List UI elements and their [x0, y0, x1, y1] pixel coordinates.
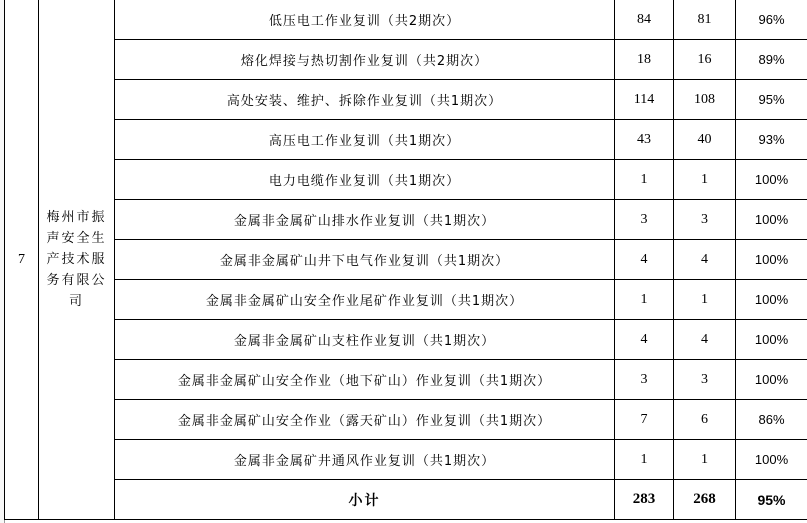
- subtotal-participants-cell[interactable]: 283: [615, 480, 674, 520]
- pass-rate-cell[interactable]: 100%: [736, 240, 807, 280]
- pass-rate-cell[interactable]: 100%: [736, 200, 807, 240]
- row-index-cell[interactable]: 7: [5, 0, 39, 520]
- course-cell[interactable]: 低压电工作业复训（共2期次）: [115, 0, 615, 40]
- passed-cell[interactable]: 81: [674, 0, 736, 40]
- passed-cell[interactable]: 4: [674, 240, 736, 280]
- course-cell[interactable]: 金属非金属矿山安全作业（露天矿山）作业复训（共1期次）: [115, 400, 615, 440]
- pass-rate-cell[interactable]: 100%: [736, 440, 807, 480]
- pass-rate-cell[interactable]: 96%: [736, 0, 807, 40]
- course-cell[interactable]: 熔化焊接与热切割作业复训（共2期次）: [115, 40, 615, 80]
- participants-cell[interactable]: 1: [615, 160, 674, 200]
- table-row: [5, 160, 807, 200]
- participants-cell[interactable]: 84: [615, 0, 674, 40]
- passed-cell[interactable]: 1: [674, 160, 736, 200]
- table-row: [5, 400, 807, 440]
- participants-cell[interactable]: 4: [615, 240, 674, 280]
- subtotal-label-cell[interactable]: 小计: [115, 480, 615, 520]
- pass-rate-cell[interactable]: 100%: [736, 160, 807, 200]
- subtotal-rate-cell[interactable]: 95%: [736, 480, 807, 520]
- subtotal-row: [5, 480, 807, 520]
- participants-cell[interactable]: 4: [615, 320, 674, 360]
- participants-cell[interactable]: 43: [615, 120, 674, 160]
- table-row: [5, 360, 807, 400]
- passed-cell[interactable]: 16: [674, 40, 736, 80]
- table-row: [5, 120, 807, 160]
- table-row: [5, 440, 807, 480]
- passed-cell[interactable]: 1: [674, 440, 736, 480]
- passed-cell[interactable]: 4: [674, 320, 736, 360]
- table-body: [5, 0, 807, 520]
- course-cell[interactable]: 高处安装、维护、拆除作业复训（共1期次）: [115, 80, 615, 120]
- table-row: [5, 80, 807, 120]
- passed-cell[interactable]: 3: [674, 200, 736, 240]
- course-cell[interactable]: 金属非金属矿山排水作业复训（共1期次）: [115, 200, 615, 240]
- table-row: [5, 240, 807, 280]
- table-row: [5, 320, 807, 360]
- course-cell[interactable]: 金属非金属矿山安全作业尾矿作业复训（共1期次）: [115, 280, 615, 320]
- pass-rate-cell[interactable]: 100%: [736, 280, 807, 320]
- course-cell[interactable]: 金属非金属矿井通风作业复训（共1期次）: [115, 440, 615, 480]
- table-row: [5, 40, 807, 80]
- table-row: [5, 0, 807, 40]
- pass-rate-cell[interactable]: 100%: [736, 320, 807, 360]
- pass-rate-cell[interactable]: 89%: [736, 40, 807, 80]
- passed-cell[interactable]: 40: [674, 120, 736, 160]
- participants-cell[interactable]: 7: [615, 400, 674, 440]
- course-cell[interactable]: 金属非金属矿山安全作业（地下矿山）作业复训（共1期次）: [115, 360, 615, 400]
- participants-cell[interactable]: 18: [615, 40, 674, 80]
- course-cell[interactable]: 高压电工作业复训（共1期次）: [115, 120, 615, 160]
- course-cell[interactable]: 金属非金属矿山井下电气作业复训（共1期次）: [115, 240, 615, 280]
- organization-cell[interactable]: 梅州市振声安全生产技术服务有限公司: [39, 0, 115, 520]
- subtotal-passed-cell[interactable]: 268: [674, 480, 736, 520]
- passed-cell[interactable]: 1: [674, 280, 736, 320]
- passed-cell[interactable]: 6: [674, 400, 736, 440]
- table-row: [5, 280, 807, 320]
- table-row: [5, 200, 807, 240]
- course-cell[interactable]: 电力电缆作业复训（共1期次）: [115, 160, 615, 200]
- passed-cell[interactable]: 108: [674, 80, 736, 120]
- course-cell[interactable]: 金属非金属矿山支柱作业复训（共1期次）: [115, 320, 615, 360]
- passed-cell[interactable]: 3: [674, 360, 736, 400]
- participants-cell[interactable]: 114: [615, 80, 674, 120]
- participants-cell[interactable]: 3: [615, 200, 674, 240]
- pass-rate-cell[interactable]: 95%: [736, 80, 807, 120]
- pass-rate-cell[interactable]: 93%: [736, 120, 807, 160]
- pass-rate-cell[interactable]: 86%: [736, 400, 807, 440]
- participants-cell[interactable]: 1: [615, 280, 674, 320]
- participants-cell[interactable]: 1: [615, 440, 674, 480]
- participants-cell[interactable]: 3: [615, 360, 674, 400]
- training-table: [4, 0, 807, 520]
- pass-rate-cell[interactable]: 100%: [736, 360, 807, 400]
